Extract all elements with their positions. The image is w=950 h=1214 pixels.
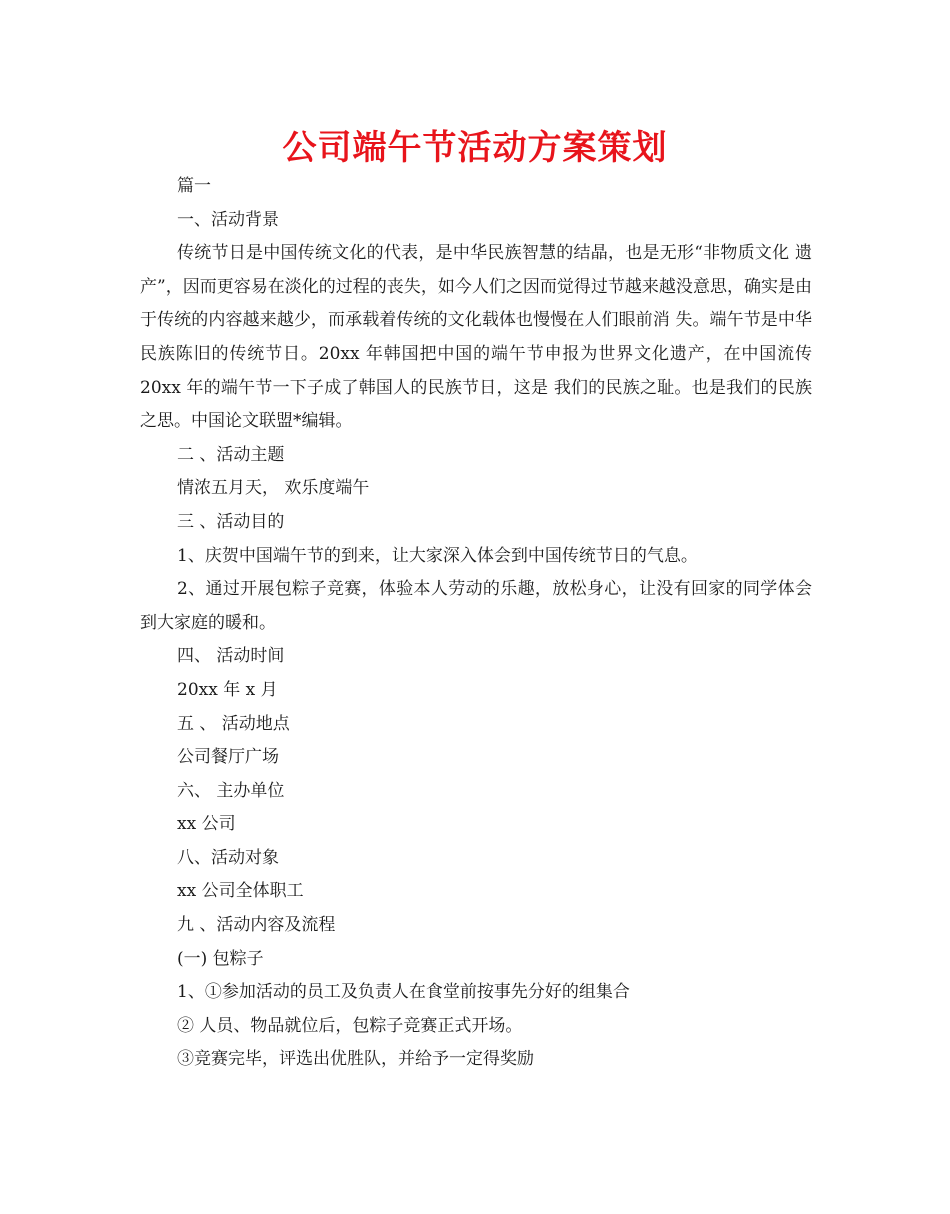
text-activity-location: 公司餐厅广场 [177,747,279,768]
step-2: ② 人员、物品就位后，包粽子竞赛正式开场。 [177,1015,523,1036]
subheading-zongzi: (一) 包粽子 [177,948,264,969]
heading-content-and-process: 九 、活动内容及流程 [177,915,336,936]
paragraph-purpose-1: 1、庆贺中国端午节的到来，让大家深入体会到中国传统节日的气息。 [177,545,698,566]
document-title: 公司端午节活动方案策划 [282,128,668,168]
text-participants: xx 公司全体职工 [177,881,304,902]
heading-organizer: 六、 主办单位 [177,780,285,801]
text-activity-time: 20xx 年 x 月 [177,679,278,700]
heading-activity-background: 一、活动背景 [177,209,279,230]
section-label-part-one: 篇一 [177,176,211,196]
paragraph-background: 传统节日是中国传统文化的代表，是中华民族智慧的结晶，也是无形“非物质文化 遗产”，因而更容易在淡化的过程的丧失，如今人们之因而觉得过节越来越没意思，确实是由于传统的内容越来越少，而承载着传统的文化载体也慢慢在人们眼前消 失。端午节是中华民族陈旧的传统节日。20xx 年韩国把中国的端午节申报为世界文化遗产，在中国流传 20xx 年的端午节一下子成了韩国人的民族节日，这是 我们的民族之耻。也是我们的民族之思。中国论文联盟*编辑。 [140,243,812,432]
heading-activity-time: 四、 活动时间 [177,646,285,667]
document-body [140,170,812,1077]
step-3: ③竞赛完毕，评选出优胜队，并给予一定得奖励 [177,1049,534,1070]
heading-participants: 八、活动对象 [177,847,279,868]
paragraph-purpose-2: 2、通过开展包粽子竞赛，体验本人劳动的乐趣，放松身心，让没有回家的同学体会到大家庭的暖和。 [140,579,812,633]
heading-activity-theme: 二 、活动主题 [177,444,285,465]
text-organizer: xx 公司 [177,814,236,835]
text-activity-theme: 情浓五月天， 欢乐度端午 [177,478,370,499]
step-1: 1、①参加活动的员工及负责人在食堂前按事先分好的组集合 [177,982,630,1003]
heading-activity-purpose: 三 、活动目的 [177,511,285,532]
heading-activity-location: 五 、 活动地点 [177,713,290,734]
